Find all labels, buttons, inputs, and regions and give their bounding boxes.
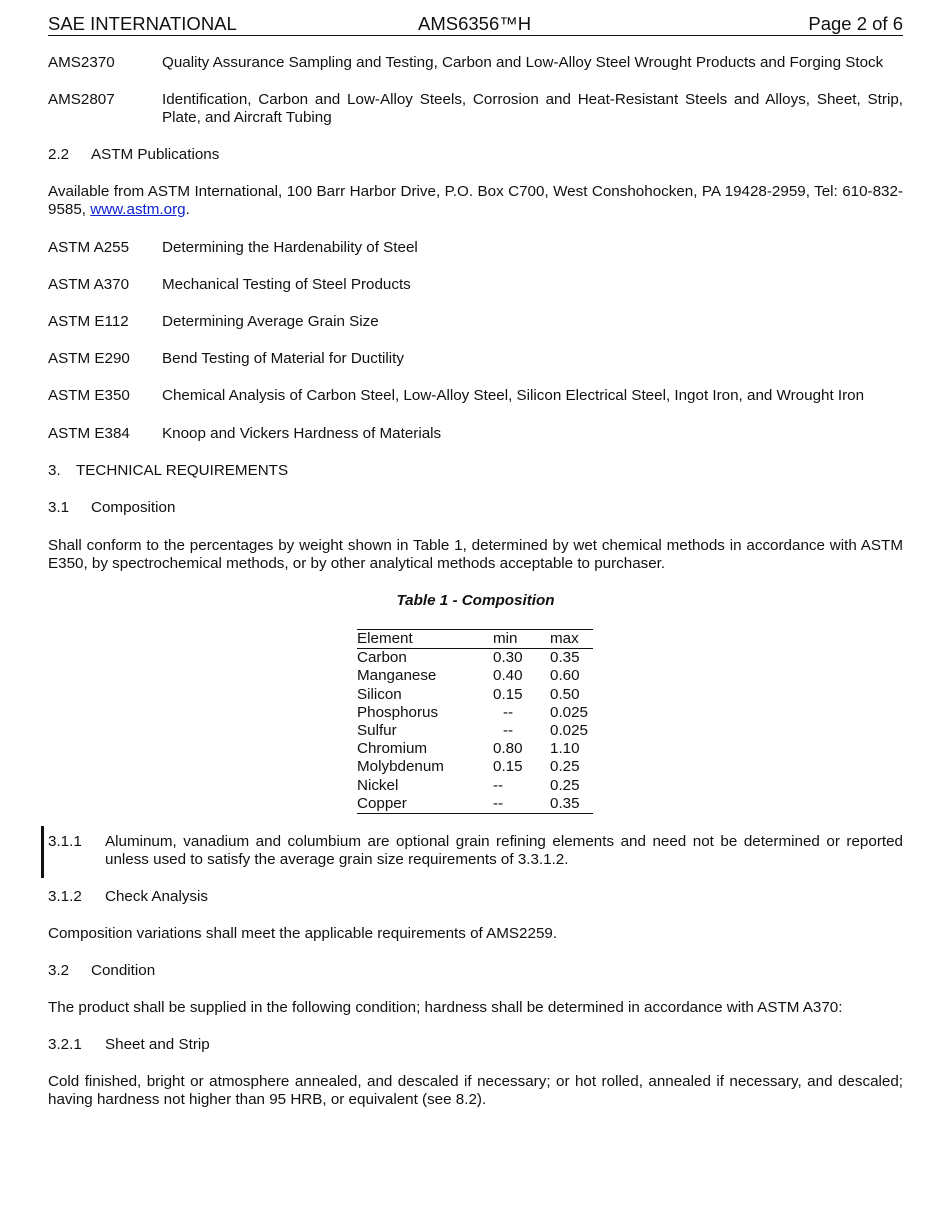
cell-min: 0.30 <box>493 649 523 667</box>
table-row <box>357 704 593 722</box>
revision-change-bar <box>41 826 44 878</box>
column-header-min: min <box>493 630 550 649</box>
table-row <box>357 722 593 740</box>
table-row <box>357 758 593 776</box>
cell-element: Silicon <box>357 685 402 703</box>
ref-ams2807 <box>48 91 903 127</box>
section-number: 3.1.2 <box>48 888 82 905</box>
section-number: 2.2 <box>48 146 70 163</box>
cell-element: Manganese <box>357 667 437 685</box>
ref-title: Determining Average Grain Size <box>162 313 379 330</box>
ref-title: Identification, Carbon and Low-Alloy Steels, Corrosion and Heat-Resistant Steels and Alloys, Sheet, Strip, Plate, and Aircraft Tubing <box>162 91 903 126</box>
cell-element: Copper <box>357 795 493 814</box>
cell-max: 0.60 <box>550 667 580 685</box>
condition-paragraph: The product shall be supplied in the following condition; hardness shall be determined in accordance with ASTM A370: <box>48 999 843 1016</box>
section-number: 3.1 <box>48 499 70 516</box>
table-row <box>357 795 593 814</box>
cell-max: 0.25 <box>550 776 580 794</box>
table-row <box>357 686 593 704</box>
table-caption: Table 1 - Composition <box>396 592 555 609</box>
ref-title: Bend Testing of Material for Ductility <box>162 350 404 367</box>
table-row <box>357 777 593 795</box>
ref-code: ASTM E112 <box>48 313 129 330</box>
cell-max: 0.35 <box>550 649 580 667</box>
sheet-strip-paragraph: Cold finished, bright or atmosphere annealed, and descaled if necessary; or hot rolled, annealed if necessary, and descaled; having hardness not higher than 95 HRB, or equivalent (see 8.2). <box>48 1073 903 1108</box>
cell-element: Molybdenum <box>357 758 444 776</box>
section-number: 3.2 <box>48 962 70 979</box>
section-number: 3.1.1 <box>48 833 82 850</box>
ref-title: Knoop and Vickers Hardness of Materials <box>162 425 442 442</box>
section-text: Aluminum, vanadium and columbium are optional grain refining elements and need not be determined or reported unless used to satisfy the average grain size requirements of 3.3.1.2. <box>105 833 903 868</box>
ref-astm-e384 <box>48 425 903 443</box>
ref-code: ASTM E350 <box>48 387 130 404</box>
cell-min: -- <box>503 722 514 740</box>
cell-min: -- <box>493 795 550 814</box>
ref-code: ASTM A255 <box>48 239 130 256</box>
cell-max: 0.25 <box>550 758 580 776</box>
ref-code: AMS2370 <box>48 54 115 71</box>
cell-max: 0.025 <box>550 722 589 740</box>
cell-max: 0.50 <box>550 685 580 703</box>
header-org: SAE INTERNATIONAL <box>48 13 237 34</box>
cell-min: 0.80 <box>493 740 523 758</box>
period: . <box>185 201 190 218</box>
section-title: Sheet and Strip <box>105 1036 210 1053</box>
cell-element: Carbon <box>357 649 407 667</box>
ref-title: Chemical Analysis of Carbon Steel, Low-Alloy Steel, Silicon Electrical Steel, Ingot Iron, and Wrought Iron <box>162 387 865 404</box>
section-heading-3-2 <box>48 962 903 980</box>
ref-astm-e290 <box>48 350 903 368</box>
table-row <box>357 667 593 685</box>
column-header-element: Element <box>357 630 493 649</box>
section-title: Condition <box>91 962 156 979</box>
ref-code: AMS2807 <box>48 91 115 108</box>
section-title: Check Analysis <box>105 888 208 905</box>
section-heading-3 <box>48 462 903 480</box>
cell-min: -- <box>503 703 514 721</box>
ref-code: ASTM E290 <box>48 350 130 367</box>
ref-astm-a370 <box>48 276 903 294</box>
astm-website-link[interactable]: www.astm.org <box>90 201 186 218</box>
column-header-max: max <box>550 630 593 649</box>
section-heading-3-2-1 <box>48 1036 903 1054</box>
ref-title: Quality Assurance Sampling and Testing, Carbon and Low-Alloy Steel Wrought Products and Forging Stock <box>162 54 884 71</box>
page-header <box>48 12 903 36</box>
cell-min: -- <box>493 776 504 794</box>
section-heading-3-1-2 <box>48 888 903 906</box>
section-title: ASTM Publications <box>91 146 220 163</box>
cell-max: 1.10 <box>550 740 580 758</box>
section-3-1-1 <box>48 833 903 869</box>
section-number: 3.2.1 <box>48 1036 82 1053</box>
ref-code: ASTM E384 <box>48 425 130 442</box>
table-header-row <box>357 630 593 649</box>
composition-paragraph: Shall conform to the percentages by weight shown in Table 1, determined by wet chemical methods in accordance with ASTM E350, by spectrochemical methods, or by other analytical methods acceptable to purchaser. <box>48 537 903 572</box>
ref-title: Mechanical Testing of Steel Products <box>162 276 411 293</box>
table-row <box>357 740 593 758</box>
section-title: TECHNICAL REQUIREMENTS <box>76 462 289 479</box>
header-page-number: Page 2 of 6 <box>808 13 903 34</box>
cell-max: 0.35 <box>550 795 593 814</box>
section-number: 3. <box>48 462 61 479</box>
cell-max: 0.025 <box>550 703 589 721</box>
ref-title: Determining the Hardenability of Steel <box>162 239 418 256</box>
section-heading-2-2 <box>48 146 903 164</box>
cell-element: Nickel <box>357 776 399 794</box>
table-row <box>357 649 593 668</box>
cell-element: Sulfur <box>357 722 397 740</box>
header-doc-id: AMS6356™H <box>418 13 532 34</box>
astm-availability-paragraph <box>48 183 903 219</box>
section-heading-3-1 <box>48 499 903 517</box>
ref-ams2370 <box>48 54 903 72</box>
composition-table <box>357 629 593 814</box>
ref-code: ASTM A370 <box>48 276 130 293</box>
cell-min: 0.15 <box>493 685 523 703</box>
astm-address-text: Available from ASTM International, 100 Barr Harbor Drive, P.O. Box C700, West Conshohocken, PA 19428-2959, Tel: 610-832-9585, <box>48 183 903 218</box>
cell-element: Phosphorus <box>357 703 439 721</box>
section-title: Composition <box>91 499 176 516</box>
check-analysis-paragraph: Composition variations shall meet the applicable requirements of AMS2259. <box>48 925 558 942</box>
cell-element: Chromium <box>357 740 428 758</box>
ref-astm-e350 <box>48 387 903 405</box>
cell-min: 0.15 <box>493 758 523 776</box>
ref-astm-e112 <box>48 313 903 331</box>
ref-astm-a255 <box>48 239 903 257</box>
cell-min: 0.40 <box>493 667 523 685</box>
